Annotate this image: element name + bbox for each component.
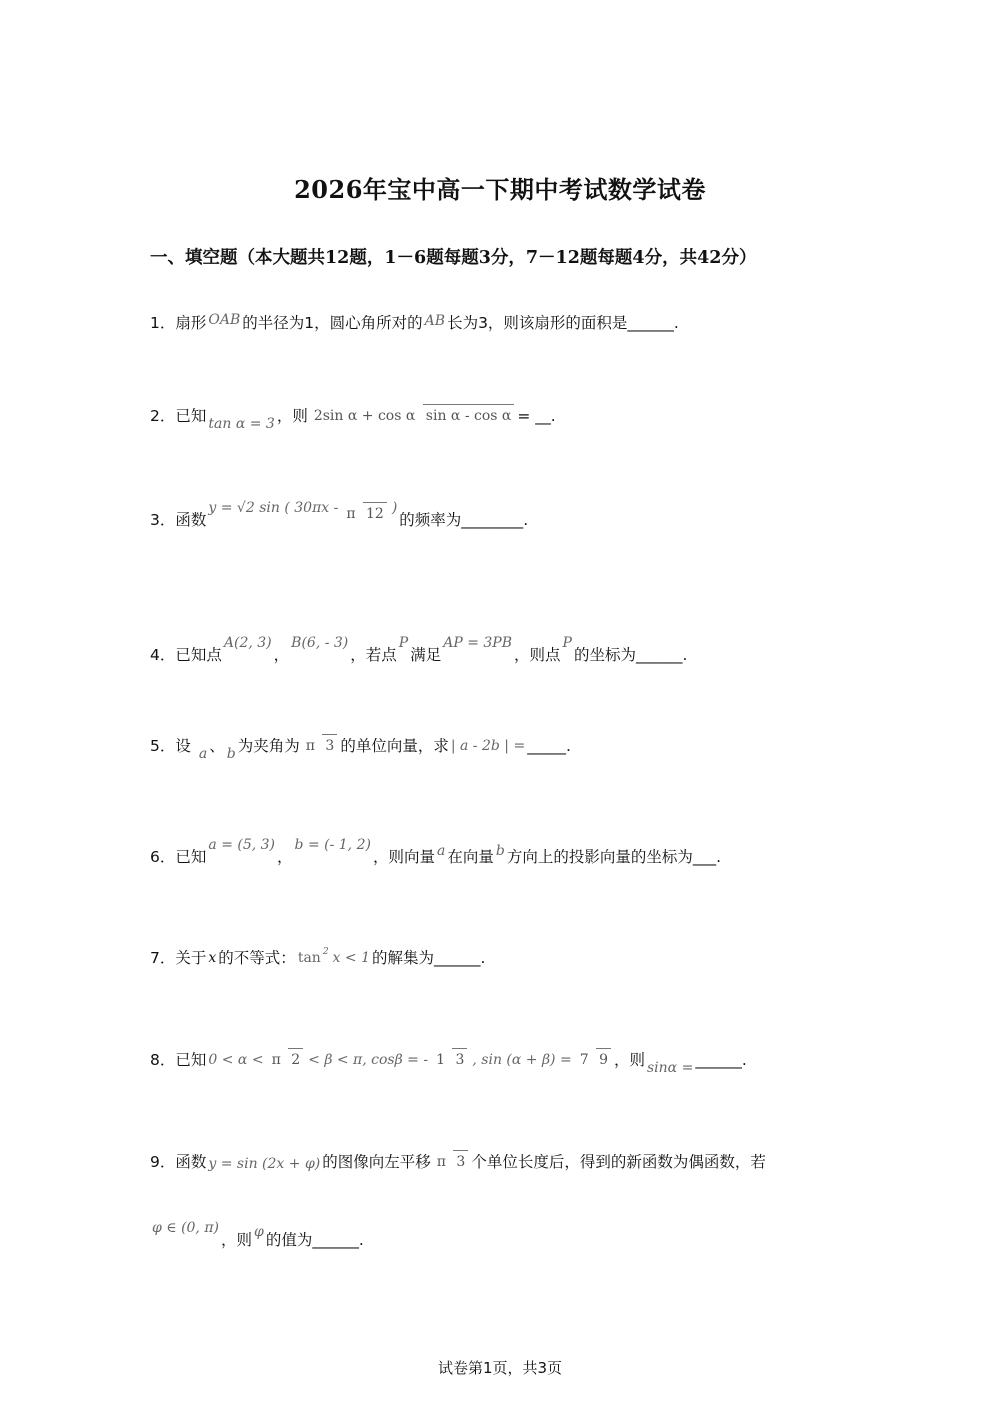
question-text: 为夹角为 bbox=[237, 736, 300, 755]
fraction-denominator: 12 bbox=[363, 502, 387, 523]
fraction-denominator: sin α - cos α bbox=[423, 404, 515, 425]
question-text: ，若点 bbox=[350, 646, 397, 664]
fraction-numerator: 2sin α + cos α bbox=[313, 408, 416, 424]
question-text: ，则 bbox=[613, 1050, 645, 1069]
math-expression: φ bbox=[254, 1224, 264, 1240]
math-expression: 0 < α < bbox=[208, 1051, 264, 1068]
fraction-denominator: 2 bbox=[288, 1048, 303, 1069]
question-text: 的半径为1，圆心角所对的 bbox=[242, 314, 423, 332]
question-2 bbox=[150, 404, 556, 432]
question-number: 6． bbox=[150, 848, 176, 866]
math-expression: a = (5, 3) bbox=[208, 837, 276, 853]
math-expression: ) bbox=[391, 499, 398, 516]
math-expression: tan α = 3 bbox=[208, 415, 275, 432]
page-title: 2026年宝中高一下期中考试数学试卷 bbox=[294, 175, 706, 204]
question-text: 设 bbox=[175, 736, 191, 755]
math-expression: x < 1 bbox=[332, 950, 370, 966]
question-text: ，则 bbox=[276, 406, 308, 425]
question-number: 7． bbox=[150, 949, 176, 967]
question-7 bbox=[150, 947, 485, 969]
math-expression: P bbox=[398, 635, 409, 651]
question-9-continuation bbox=[150, 1220, 364, 1251]
question-text: 已知 bbox=[175, 1050, 207, 1069]
math-expression: tan bbox=[297, 950, 321, 966]
question-4 bbox=[150, 635, 688, 666]
fraction bbox=[577, 1048, 611, 1071]
math-expression: | a - 2b | = bbox=[450, 737, 526, 754]
math-variable: x bbox=[208, 950, 217, 966]
fraction-numerator: π bbox=[346, 506, 356, 522]
math-expression: b bbox=[495, 843, 505, 859]
question-text: 长为3，则该扇形的面积是______. bbox=[447, 314, 679, 332]
question-text: 函数 bbox=[175, 510, 207, 529]
question-text: 已知点 bbox=[175, 646, 222, 664]
question-text: ， bbox=[277, 848, 293, 866]
question-text: 的单位向量，求 bbox=[340, 736, 449, 755]
question-8 bbox=[150, 1048, 747, 1076]
fraction-numerator: π bbox=[436, 1154, 446, 1170]
question-text: 的值为______. bbox=[265, 1231, 364, 1249]
math-expression: OAB bbox=[208, 312, 241, 328]
math-expression: a bbox=[436, 843, 446, 859]
math-expression: sinα = bbox=[647, 1059, 694, 1076]
question-text: 满足 bbox=[410, 646, 442, 664]
question-6 bbox=[150, 837, 721, 868]
question-number: 2． bbox=[150, 406, 176, 425]
math-expression: B(6, - 3) bbox=[291, 635, 349, 651]
math-expression: AP = 3PB bbox=[443, 635, 512, 651]
math-expression: P bbox=[562, 635, 572, 651]
question-1 bbox=[150, 312, 679, 334]
question-text: 在向量 bbox=[447, 848, 494, 866]
question-number: 8． bbox=[150, 1050, 176, 1069]
math-expression: , sin (α + β) = bbox=[472, 1051, 572, 1068]
question-3 bbox=[150, 499, 529, 531]
question-text: 已知 bbox=[175, 406, 207, 425]
math-expression: < β < π, cosβ = - bbox=[308, 1051, 429, 1068]
fraction bbox=[343, 502, 386, 525]
math-expression: y = √2 sin ( 30πx - bbox=[208, 499, 339, 516]
fraction-numerator: 7 bbox=[579, 1052, 589, 1068]
question-text: _____. bbox=[527, 736, 571, 755]
question-text: 已知 bbox=[175, 848, 207, 866]
section-heading: 一、填空题（本大题共12题，1－6题每题3分，7－12题每题4分，共42分） bbox=[150, 248, 757, 268]
fraction-denominator: 3 bbox=[322, 734, 337, 755]
question-text: 的坐标为______. bbox=[573, 646, 688, 664]
question-number: 3． bbox=[150, 510, 176, 529]
math-superscript: 2 bbox=[322, 947, 329, 957]
fraction-denominator: 3 bbox=[452, 1048, 467, 1069]
question-text: 的解集为______. bbox=[371, 949, 486, 967]
question-number: 1． bbox=[150, 314, 176, 332]
question-text: = __. bbox=[517, 406, 556, 425]
fraction-numerator: π bbox=[271, 1052, 281, 1068]
math-expression: A(2, 3) bbox=[223, 635, 272, 651]
question-text: ，则 bbox=[221, 1231, 253, 1249]
question-text: 、 bbox=[209, 736, 225, 755]
question-text: ______. bbox=[695, 1050, 747, 1069]
question-text: ，则向量 bbox=[372, 848, 435, 866]
math-expression: b bbox=[226, 745, 236, 762]
question-5 bbox=[150, 734, 571, 762]
question-text: 扇形 bbox=[175, 314, 207, 332]
question-text: 的频率为________. bbox=[399, 510, 529, 529]
math-expression: φ ∈ (0, π) bbox=[152, 1220, 219, 1236]
fraction-denominator: 9 bbox=[596, 1048, 611, 1069]
question-text: 的图像向左平移 bbox=[322, 1152, 431, 1171]
fraction bbox=[433, 1048, 467, 1071]
question-number: 4． bbox=[150, 646, 176, 664]
question-text: 关于 bbox=[175, 949, 207, 967]
fraction bbox=[434, 1150, 469, 1173]
question-text: ， bbox=[273, 646, 290, 664]
question-text: 方向上的投影向量的坐标为___. bbox=[506, 848, 721, 866]
question-text: 的不等式： bbox=[218, 949, 296, 967]
question-number: 9． bbox=[150, 1152, 176, 1171]
fraction-numerator: π bbox=[305, 738, 315, 754]
question-9 bbox=[150, 1150, 766, 1173]
fraction bbox=[311, 404, 515, 427]
fraction-numerator: 1 bbox=[436, 1052, 445, 1068]
question-text: 函数 bbox=[175, 1152, 207, 1171]
question-text: ，则点 bbox=[514, 646, 561, 664]
fraction bbox=[269, 1048, 304, 1071]
question-number: 5． bbox=[150, 736, 176, 755]
page-footer: 试卷第1页，共3页 bbox=[437, 1359, 563, 1377]
math-expression: b = (- 1, 2) bbox=[294, 837, 371, 853]
math-expression: a bbox=[198, 745, 208, 762]
question-text: 个单位长度后，得到的新函数为偶函数，若 bbox=[471, 1152, 766, 1171]
math-expression: y = sin (2x + φ) bbox=[208, 1155, 321, 1172]
arc-expression: AB bbox=[424, 313, 446, 329]
fraction bbox=[303, 734, 338, 757]
fraction-denominator: 3 bbox=[453, 1150, 468, 1171]
